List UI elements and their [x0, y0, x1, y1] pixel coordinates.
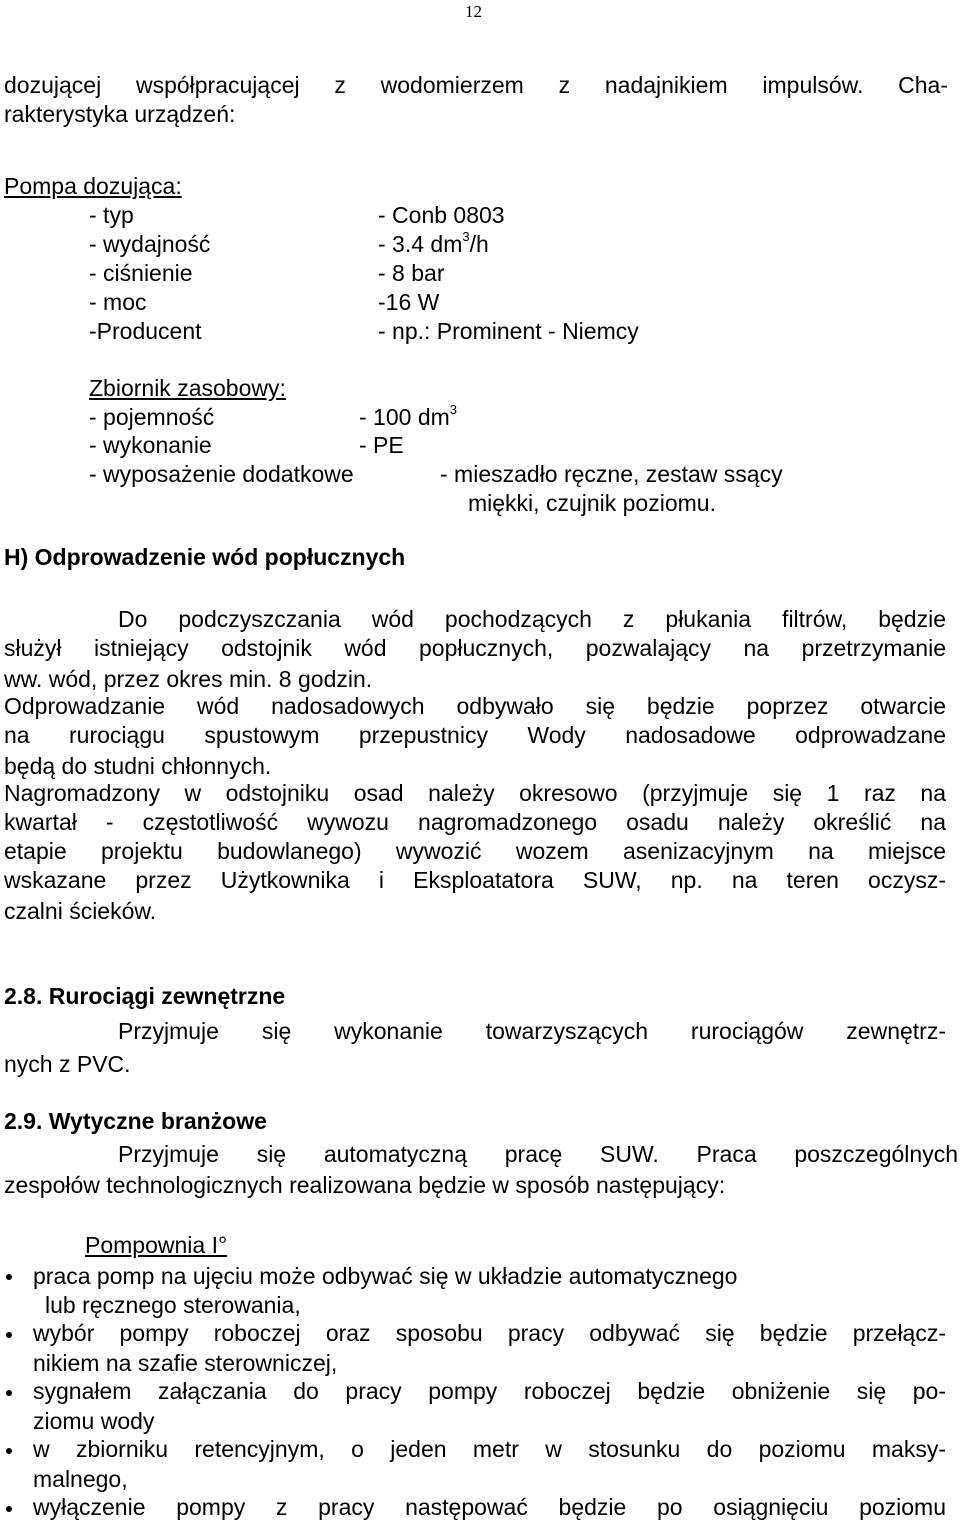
intro-line-2: rakterystyka urządzeń:: [4, 101, 236, 127]
list-item-text-cont: ziomu wody: [33, 1408, 155, 1434]
tank-label-equipment: - wyposażenie dodatkowe: [89, 461, 354, 487]
tank-value-volume: - 100 $dm^3$: [359, 402, 457, 430]
list-item-text-cont: malnego,: [33, 1466, 128, 1492]
paragraph-line: Do podczyszczania wód pochodzących z płukania filtrów, będzie: [118, 606, 946, 632]
pump-value-power: -16 W: [378, 289, 440, 315]
section-2-9-line: zespołów technologicznych realizowana będzie w sposób następujący:: [4, 1172, 726, 1198]
paragraph-line: etapie projektu budowlanego) wywozić wozem asenizacyjnym na miejsce: [4, 838, 946, 864]
list-item-text-cont: nikiem na szafie sterowniczej,: [33, 1350, 338, 1376]
paragraph-line: Nagromadzony w odstojniku osad należy okresowo (przyjmuje się 1 raz na: [4, 780, 946, 806]
paragraph-line: czalni ścieków.: [4, 898, 157, 924]
section-2-8-line: nych z PVC.: [4, 1051, 131, 1077]
pump-label-producer: -Producent: [89, 318, 202, 344]
list-item-text: w zbiorniku retencyjnym, o jeden metr w stosunku do poziomu maksy-: [33, 1436, 946, 1462]
section-2-9-heading: 2.9. Wytyczne branżowe: [4, 1108, 267, 1134]
list-item-text: sygnałem załączania do pracy pompy roboczej będzie obniżenie się po-: [33, 1378, 946, 1404]
pump-value-pressure: - 8 bar: [378, 260, 445, 286]
bullet-icon: [6, 1448, 12, 1454]
tank-value-equipment: - mieszadło ręczne, zestaw ssący: [440, 461, 783, 487]
section-h-heading: H) Odprowadzenie wód popłucznych: [4, 544, 406, 570]
bullet-icon: [6, 1332, 12, 1338]
pump-label-capacity: - wydajność: [89, 231, 211, 257]
section-2-8-line: Przyjmuje się wykonanie towarzyszących rurociągów zewnętrz-: [118, 1018, 946, 1044]
paragraph-line: służył istniejący odstojnik wód popłucznych, pozwalający na przetrzymanie: [4, 635, 946, 661]
tank-value-material: - PE: [359, 432, 404, 458]
bullet-icon: [6, 1390, 12, 1396]
paragraph-line: kwartał - częstotliwość wywozu nagromadzonego osadu należy określić na: [4, 809, 946, 835]
section-2-8-heading: 2.8. Rurociągi zewnętrzne: [4, 983, 286, 1009]
pump-value-type: - Conb 0803: [378, 202, 505, 228]
pump-heading: Pompa dozująca:: [4, 173, 182, 199]
list-item-text: wyłączenie pompy z pracy następować będzie po osiągnięciu poziomu: [33, 1494, 946, 1520]
tank-value-equipment-cont: miękki, czujnik poziomu.: [468, 490, 716, 516]
paragraph-line: będą do studni chłonnych.: [4, 753, 272, 779]
paragraph-line: Odprowadzanie wód nadosadowych odbywało się będzie poprzez otwarcie: [4, 693, 946, 719]
pump-value-capacity: - 3.4 $dm^3/h$: [378, 229, 489, 257]
tank-label-material: - wykonanie: [89, 432, 212, 458]
pump-value-producer: - np.: Prominent - Niemcy: [378, 318, 639, 344]
tank-heading: Zbiornik zasobowy:: [89, 375, 286, 401]
paragraph-line: na rurociągu spustowym przepustnicy Wody nadosadowe odprowadzane: [4, 722, 946, 748]
pump-label-pressure: - ciśnienie: [89, 260, 193, 286]
list-item-text: wybór pompy roboczej oraz sposobu pracy odbywać się będzie przełącz-: [33, 1320, 946, 1346]
pump-label-type: - typ: [89, 202, 134, 228]
tank-label-volume: - pojemność: [89, 404, 215, 430]
list-item-text: praca pomp na ujęciu może odbywać się w układzie automatycznego: [33, 1263, 738, 1289]
pump-station-subheading: Pompownia I°: [85, 1232, 228, 1258]
pump-label-power: - moc: [89, 289, 147, 315]
intro-line-1: dozującej współpracującej z wodomierzem z nadajnikiem impulsów. Cha-: [4, 72, 948, 98]
list-item-text-cont: lub ręcznego sterowania,: [45, 1292, 301, 1318]
bullet-icon: [6, 1274, 12, 1280]
paragraph-line: wskazane przez Użytkownika i Eksploatatora SUW, np. na teren oczysz-: [4, 867, 946, 893]
paragraph-line: ww. wód, przez okres min. 8 godzin.: [4, 666, 373, 692]
section-2-9-line: Przyjmuje się automatyczną pracę SUW. Praca poszczególnych: [118, 1141, 958, 1167]
bullet-icon: [6, 1506, 12, 1512]
page-number: 12: [465, 2, 482, 21]
